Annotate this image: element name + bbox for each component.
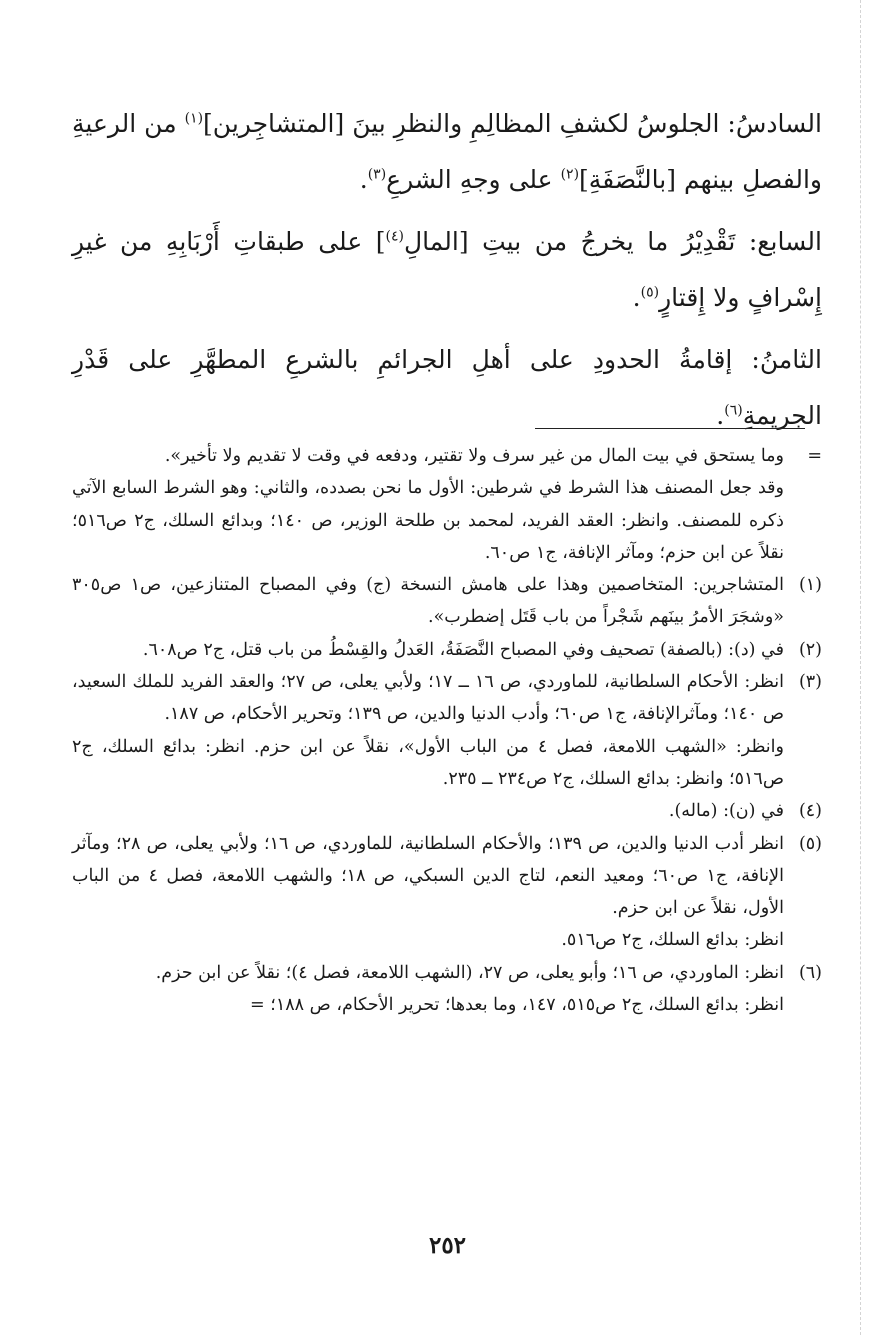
- footnote-3: [72, 666, 822, 795]
- page-number: ٢٥٢: [428, 1232, 467, 1259]
- footnote-marker: (٥): [798, 833, 822, 854]
- footnote-marker: (١): [798, 575, 822, 596]
- footnote-ref-1[interactable]: (١): [184, 110, 204, 127]
- footnote-line: انظر أدب الدنيا والدين، ص ١٣٩؛ والأحكام السلطانية، للماوردي، ص ١٦؛ ولأبي يعلى، ص ٢٨؛ ومآثر الإنافة، ج١ ص٦٠؛ ومعيد النعم، لتاج الدين السبكي، ص ١٨؛ والشهب اللامعة، فصل ٤ من الباب الأول، نقلاً عن ابن حزم.: [72, 833, 784, 919]
- footnote-line: انظر: بدائع السلك، ج٢ ص٥١٥، ١٤٧، وما بعدها؛ تحرير الأحكام، ص ١٨٨؛ =: [250, 995, 784, 1016]
- main-text: [72, 96, 822, 450]
- main-paragraph-7: السابع: تَقْدِيْرُ ما يخرجُ من بيتِ [المالِ$^{(٤)}$] على طبقاتِ أَرْبَابِهِ من غيرِ إِسْرافٍ ولا إِقتارٍ$^{(٥)}$.: [72, 227, 822, 312]
- footnote-ref-3[interactable]: (٣): [367, 166, 387, 183]
- footnote-line: في (ن): (ماله).: [668, 801, 784, 822]
- footnote-4: [72, 795, 822, 827]
- footnote-marker: (٤): [798, 801, 822, 822]
- main-paragraph-8: الثامنُ: إقامةُ الحدودِ على أهلِ الجرائمِ بالشرعِ المطهَّرِ على قَدْرِ الجريمةِ$^{(٦)}$.: [72, 345, 822, 430]
- footnotes: [72, 440, 822, 1021]
- footnote-marker: (٣): [798, 672, 822, 693]
- footnote-ref-2[interactable]: (٢): [560, 166, 580, 183]
- footnote-line: في (د): (بالصفة) تصحيف وفي المصباح النَّصَفَةُ، العَدلُ والقِسْطُ من باب قتل، ج٢ ص٦٠٨.: [142, 639, 784, 660]
- footnote-line: وقد جعل المصنف هذا الشرط في شرطين: الأول ما نحن بصدده، والثاني: وهو الشرط السابع الآتي ذكره للمصنف. وانظر: العقد الفريد، لمحمد بن طلحة الوزير، ص ١٤٠؛ وبدائع السلك، ج٢ ص٥١٦؛ نقلاً عن ابن حزم؛ ومآثر الإنافة، ج١ ص٦٠.: [72, 478, 784, 563]
- footnote-6: [72, 957, 822, 1022]
- footnote-line: انظر: الأحكام السلطانية، للماوردي، ص ١٦ ــ ١٧؛ ولأبي يعلى، ص ٢٧؛ والعقد الفريد للملك السعيد، ص ١٤٠؛ ومآثرالإنافة، ج١ ص٦٠؛ وأدب الدنيا والدين، ص ١٣٩؛ وتحرير الأحكام، ص ١٨٧.: [72, 672, 785, 725]
- footnote-continuation: [72, 440, 822, 569]
- footnote-1: [72, 569, 822, 634]
- footnote-marker: (٦): [798, 962, 822, 983]
- footnote-line: انظر: الماوردي، ص ١٦؛ وأبو يعلى، ص ٢٧، (الشهب اللامعة، فصل ٤)؛ نقلاً عن ابن حزم.: [155, 962, 784, 983]
- footnote-line: وما يستحق في بيت المال من غير سرف ولا تقتير، ودفعه في وقت لا تقديم ولا تأخير».: [164, 446, 784, 466]
- footnote-ref-6[interactable]: (٦): [724, 402, 743, 419]
- footnote-line: انظر: بدائع السلك، ج٢ ص٥١٦.: [561, 930, 784, 951]
- footnote-5: [72, 828, 822, 957]
- footnote-line: المتشاجرين: المتخاصمين وهذا على هامش النسخة (ج) وفي المصباح المتنازعين، ص١ ص٣٠٥ «وشجَرَ الأمرُ بينَهم شَجْراً من باب قَتَل إضطرب».: [72, 575, 784, 628]
- scan-edge-line: [860, 0, 861, 1335]
- main-paragraph-6: السادسُ: الجلوسُ لكشفِ المظالِمِ والنظرِ بينَ [المتشاجِرين]$^{(١)}$ من الرعيةِ والفصلِ بينهم [بالنَّصَفَةِ]$^{(٢)}$ على وجهِ الشرعِ$^{(٣)}$.: [72, 109, 822, 194]
- footnote-ref-5[interactable]: (٥): [640, 284, 660, 301]
- footnote-line: وانظر: «الشهب اللامعة، فصل ٤ من الباب الأول»، نقلاً عن ابن حزم. انظر: بدائع السلك، ج٢ ص٥١٦؛ وانظر: بدائع السلك، ج٢ ص٢٣٤ ــ ٢٣٥.: [72, 736, 784, 789]
- footnote-separator: [535, 428, 805, 429]
- footnote-ref-4[interactable]: (٤): [385, 228, 405, 245]
- footnote-marker: (٢): [798, 639, 822, 660]
- footnote-2: [72, 634, 822, 666]
- footnote-marker: =: [807, 446, 822, 466]
